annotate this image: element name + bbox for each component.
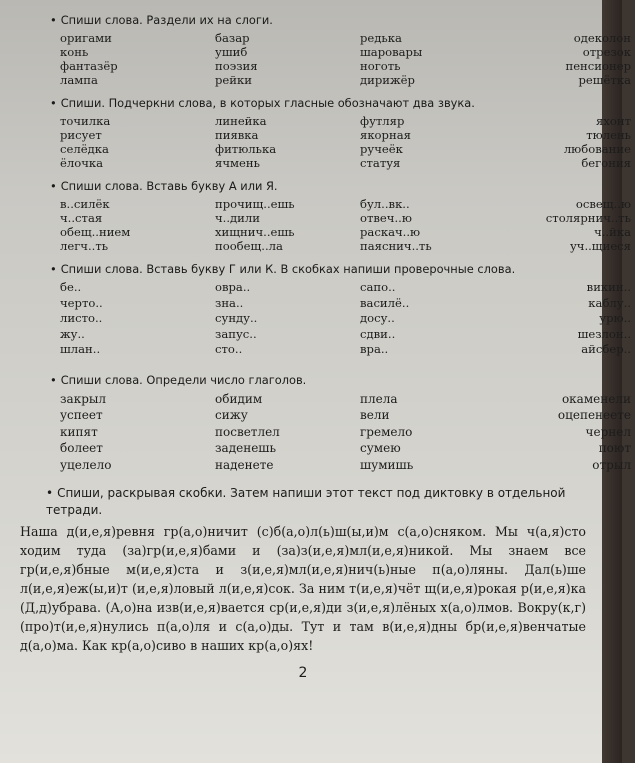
word: шаровары xyxy=(360,45,423,59)
word: ручеёк xyxy=(360,142,403,156)
bullet-icon: • xyxy=(50,262,57,276)
word: плела xyxy=(360,391,398,406)
word: освещ..ю xyxy=(575,197,631,211)
word: пиявка xyxy=(215,128,259,142)
word-grid xyxy=(60,197,631,253)
word: шезлон.. xyxy=(577,326,631,341)
word: ч..стая xyxy=(60,211,103,225)
word: пообещ..ла xyxy=(215,239,283,253)
word: дирижёр xyxy=(360,73,415,87)
word: раскач..ю xyxy=(360,225,421,239)
word: овра.. xyxy=(215,280,251,294)
word-grid xyxy=(60,280,631,358)
word: селёдка xyxy=(60,142,109,156)
word: ноготь xyxy=(360,59,401,73)
word: точилка xyxy=(60,114,111,128)
word: шлан.. xyxy=(60,342,101,356)
word-grid xyxy=(60,31,631,87)
word: обидим xyxy=(215,391,263,406)
page-number: 2 xyxy=(298,665,308,681)
word: сапо.. xyxy=(360,280,396,294)
word: бе.. xyxy=(60,280,82,294)
word: чернел xyxy=(585,424,631,439)
word: рисует xyxy=(60,128,102,142)
word: болеет xyxy=(60,441,103,455)
word: запус.. xyxy=(215,326,257,341)
exercise-1 xyxy=(38,12,631,87)
word: яхонт xyxy=(596,114,631,128)
word: успеет xyxy=(60,408,103,422)
word: фитюлька xyxy=(215,142,277,156)
exercise-4 xyxy=(38,261,631,358)
bullet-icon: • xyxy=(46,486,54,500)
word-grid xyxy=(60,391,631,474)
exercise-3 xyxy=(38,178,631,253)
heading-text: Спиши слова. Определи число глаголов. xyxy=(60,372,307,387)
exercise-5 xyxy=(38,372,631,474)
word: фантазёр xyxy=(60,59,118,73)
word: гремело xyxy=(360,424,413,439)
word-grid xyxy=(60,114,631,170)
word: викин.. xyxy=(586,280,631,294)
word: уч..щиеся xyxy=(569,239,631,253)
word: ёлочка xyxy=(60,156,104,170)
exercise-heading xyxy=(50,12,588,28)
word: бул..вк.. xyxy=(360,197,410,211)
word: вра.. xyxy=(360,342,389,356)
dictation-text: Наша д(и,е,я)ревня гр(а,о)ничит (с)б(а,о)л(ь)ш(ы,и)м с(а,о)сняком. Мы ч(а,я)сто ходим туда (за)гр(и,е,я)бами и (за)з(и,е,я)мл(и,е,я)никой. Мы знаем все гр(и,е,я)бные м(и,е,я)ста и з(и,е,я)мл(и,е,я)нич(ь)ные п(а,о)ляны. Дал(ь)ше л(и,е,я)еж(ы,и)т (и,е,я)ловый л(и,е,я)сок. За ним т(и,е,я)чёт щ(и,е,я)рокая р(и,е,я)ка (Д,д)убрава. (А,о)на изв(и,е,я)вается ср(и,е,я)ди з(и,е,я)лёных х(а,о)лмов. Вокру(к,г) (про)т(и,е,я)нулись п(а,о)ля и с(а,о)ды. Тут и там в(и,е,я)дны бр(и,е,я)венчатые д(а,о)ма. Как кр(а,о)сиво в наших кр(а,о)ях! xyxy=(20,524,586,653)
word: оригами xyxy=(60,31,112,45)
word: статуя xyxy=(360,156,401,170)
bullet-icon: • xyxy=(50,179,57,193)
heading-text: Спиши слова. Раздели их на слоги. xyxy=(60,13,273,27)
word: сумею xyxy=(360,441,401,455)
bullet-icon: • xyxy=(50,96,57,110)
word: линейка xyxy=(215,114,267,128)
word: ушиб xyxy=(215,45,248,59)
word: тюлень xyxy=(586,128,631,142)
word: ч..дили xyxy=(215,211,260,225)
word: базар xyxy=(215,31,250,45)
heading-text: Спиши слова. Вставь букву Г или К. В скобках напиши проверочные слова. xyxy=(60,262,516,276)
heading-text: Спиши, раскрывая скобки. Затем напиши этот текст под диктовку в отдельной тетради. xyxy=(46,486,566,517)
exercise-heading xyxy=(50,372,588,388)
word: сто.. xyxy=(215,342,243,356)
word: ч..йка xyxy=(594,225,631,239)
word: поют xyxy=(598,441,631,455)
word: пенсионер xyxy=(565,59,631,73)
word: жу.. xyxy=(60,326,85,341)
word: лампа xyxy=(60,73,98,87)
word: обещ..нием xyxy=(60,225,131,239)
exercise-heading xyxy=(50,261,588,277)
word: решётка xyxy=(578,73,631,87)
word: сунду.. xyxy=(215,311,258,325)
word: редька xyxy=(360,31,402,45)
word: столярнич..ть xyxy=(545,211,631,225)
word: сдви.. xyxy=(360,326,396,341)
exercise-6 xyxy=(20,485,588,655)
word: прочищ..ешь xyxy=(215,197,295,211)
word: урю.. xyxy=(599,311,631,325)
word: ячмень xyxy=(215,156,260,170)
word: в..силёк xyxy=(60,197,110,211)
word: окаменели xyxy=(561,391,631,406)
heading-text: Спиши слова. Вставь букву А или Я. xyxy=(60,179,278,193)
word: каблу.. xyxy=(588,295,631,310)
exercise-heading xyxy=(46,485,588,519)
word: вели xyxy=(360,408,390,422)
word: посветлел xyxy=(215,424,280,439)
word: кипят xyxy=(60,424,98,439)
bullet-icon: • xyxy=(50,13,57,27)
word: досу.. xyxy=(360,311,395,325)
word: бегония xyxy=(581,156,631,170)
word: хищнич..ешь xyxy=(215,225,295,239)
word: якорная xyxy=(360,128,411,142)
word: отвеч..ю xyxy=(360,211,412,225)
word: отрезок xyxy=(582,45,631,59)
word: футляр xyxy=(360,114,405,128)
word: шумишь xyxy=(360,457,414,472)
exercise-heading xyxy=(50,178,588,194)
word: наденете xyxy=(215,457,274,472)
word: листо.. xyxy=(60,311,103,325)
word: рейки xyxy=(215,73,252,87)
word: уцелело xyxy=(60,457,112,472)
word: закрыл xyxy=(60,391,107,406)
word: сижу xyxy=(215,408,248,422)
word: заденешь xyxy=(215,441,276,455)
word: поэзия xyxy=(215,59,258,73)
word: паяснич..ть xyxy=(360,239,432,253)
word: айсбер.. xyxy=(581,342,631,356)
exercise-2 xyxy=(38,95,631,170)
word: оцепенеете xyxy=(557,408,631,422)
heading-text: Спиши. Подчеркни слова, в которых гласные обозначают два звука. xyxy=(60,96,475,110)
bullet-icon: • xyxy=(50,372,57,387)
word: конь xyxy=(60,45,89,59)
word: легч..ть xyxy=(60,239,109,253)
word: любование xyxy=(563,142,631,156)
word: одеколон xyxy=(573,31,631,45)
word: зна.. xyxy=(215,295,244,310)
word: василё.. xyxy=(360,295,410,310)
word: отрыл xyxy=(592,457,631,472)
exercise-heading xyxy=(50,95,588,111)
word: черто.. xyxy=(60,295,103,310)
